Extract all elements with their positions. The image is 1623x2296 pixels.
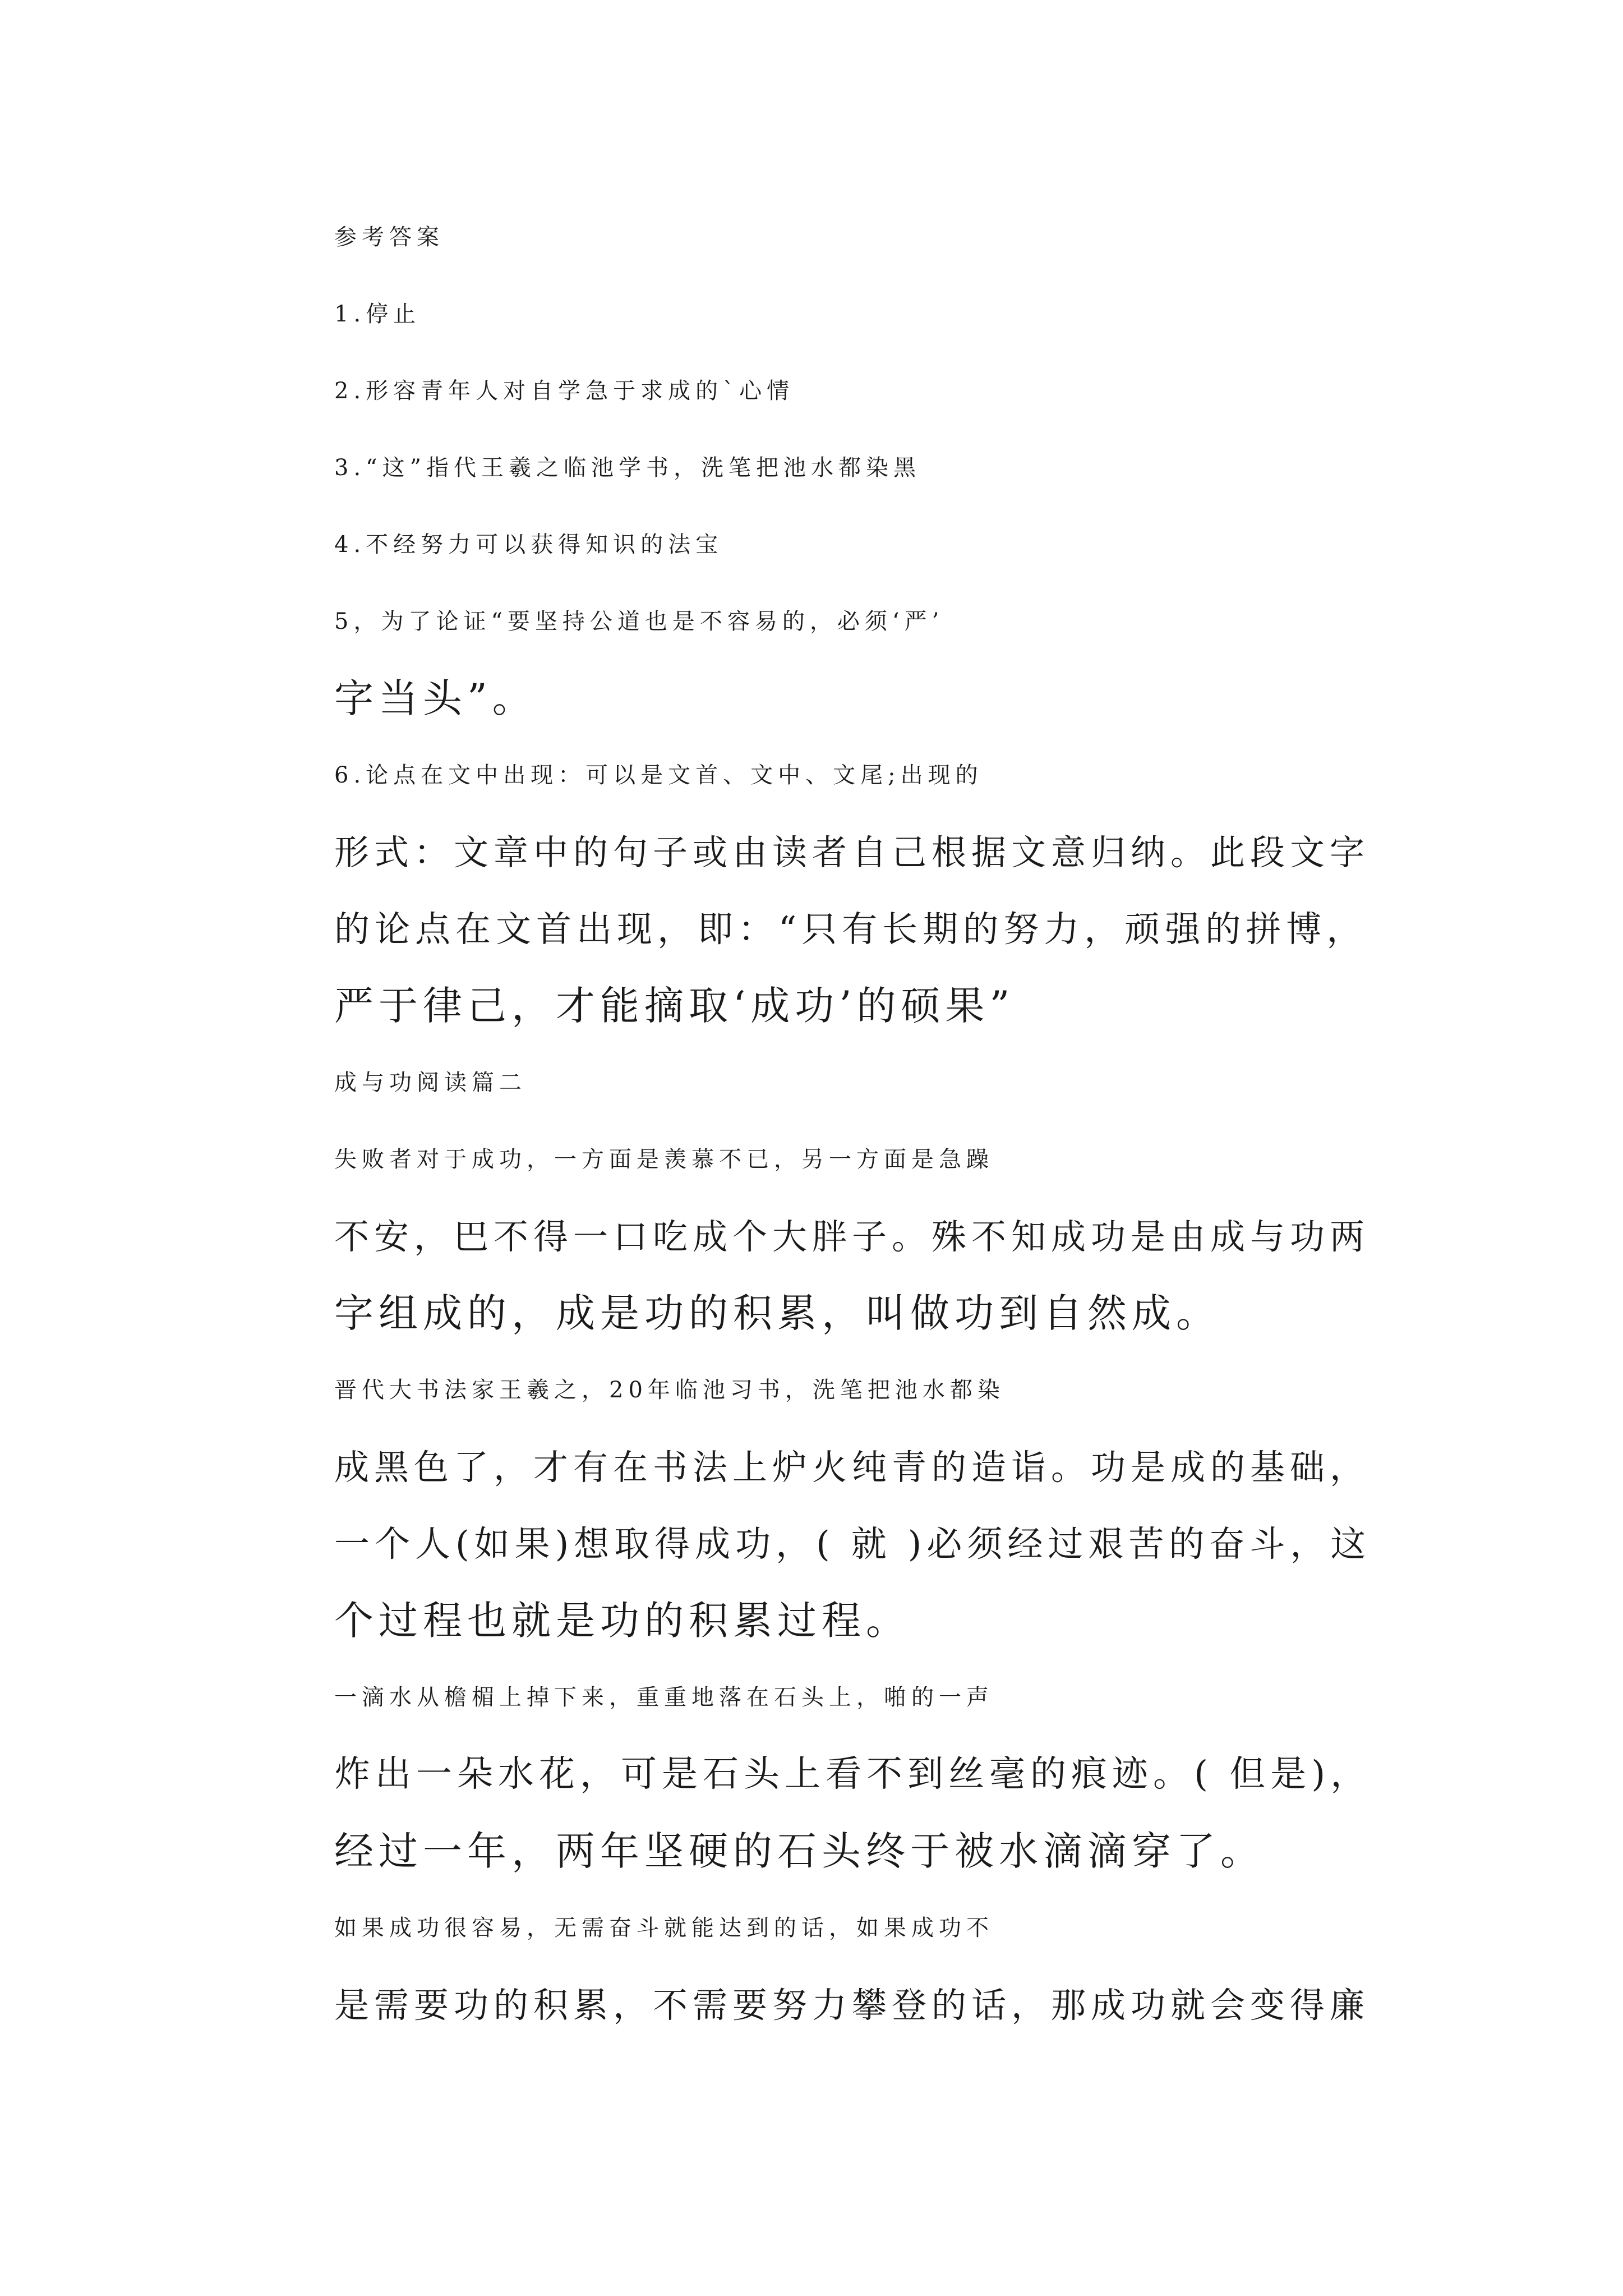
body-paragraph-3 (251, 1659, 1378, 1890)
answer-1 (251, 276, 1378, 353)
text-line: 一滴水从檐楣上掉下来，重重地落在石头上，啪的一声 (334, 1685, 994, 1710)
text-line: 4.不经努力可以获得知识的法宝 (334, 532, 723, 558)
body-paragraph-2 (251, 1352, 1378, 1659)
text-line: 5，为了论证“要坚持公道也是不容易的，必须‘严’ (334, 609, 944, 634)
body-paragraph-4 (251, 1890, 1378, 2044)
text-line: 一个人(如果)想取得成功，( 就 )必须经过艰苦的奋斗，这 (334, 1524, 1371, 1565)
answer-4 (251, 507, 1378, 583)
text-line: 3.“这”指代王羲之临池学书，洗笔把池水都染黑 (334, 455, 921, 481)
document-body (251, 199, 1378, 2044)
answer-5 (251, 583, 1378, 737)
answer-3 (251, 430, 1378, 507)
text-line: 参考答案 (334, 224, 444, 250)
text-line: 个过程也就是功的积累过程。 (334, 1598, 910, 1644)
text-line: 炸出一朵水花，可是石头上看不到丝毫的痕迹。( 但是)， (334, 1754, 1372, 1795)
text-line: 形式：文章中的句子或由读者自己根据文意归纳。此段文字 (334, 832, 1370, 873)
section-title (251, 1045, 1378, 1121)
text-line: 严于律己，才能摘取‘成功’的硕果” (334, 983, 1015, 1029)
text-line: 晋代大书法家王羲之，20年临池习书，洗笔把池水都染 (334, 1377, 1005, 1403)
text-line: 如果成功很容易，无需奋斗就能达到的话，如果成功不 (334, 1915, 994, 1941)
text-line: 字当头”。 (334, 675, 537, 721)
body-paragraph-1 (251, 1121, 1378, 1352)
text-line: 成黑色了，才有在书法上炉火纯青的造诣。功是成的基础， (334, 1447, 1370, 1488)
text-line: 的论点在文首出现，即：“只有长期的努力，顽强的拼博， (334, 909, 1367, 950)
text-line: 2.形容青年人对自学急于求成的`心情 (334, 378, 795, 404)
answer-2 (251, 353, 1378, 430)
text-line: 是需要功的积累，不需要努力攀登的话，那成功就会变得廉 (334, 1985, 1370, 2026)
text-line: 失败者对于成功，一方面是羡慕不已，另一方面是急躁 (334, 1147, 994, 1172)
text-line: 字组成的，成是功的积累，叫做功到自然成。 (334, 1290, 1220, 1336)
text-line: 不安，巴不得一口吃成个大胖子。殊不知成功是由成与功两 (334, 1216, 1370, 1257)
text-line: 1.停止 (334, 301, 421, 327)
answer-6 (251, 737, 1378, 1045)
text-line: 成与功阅读篇二 (334, 1070, 527, 1096)
answer-heading (251, 199, 1378, 276)
text-line: 6.论点在文中出现：可以是文首、文中、文尾;出现的 (334, 762, 983, 788)
text-line: 经过一年，两年坚硬的石头终于被水滴滴穿了。 (334, 1828, 1265, 1874)
